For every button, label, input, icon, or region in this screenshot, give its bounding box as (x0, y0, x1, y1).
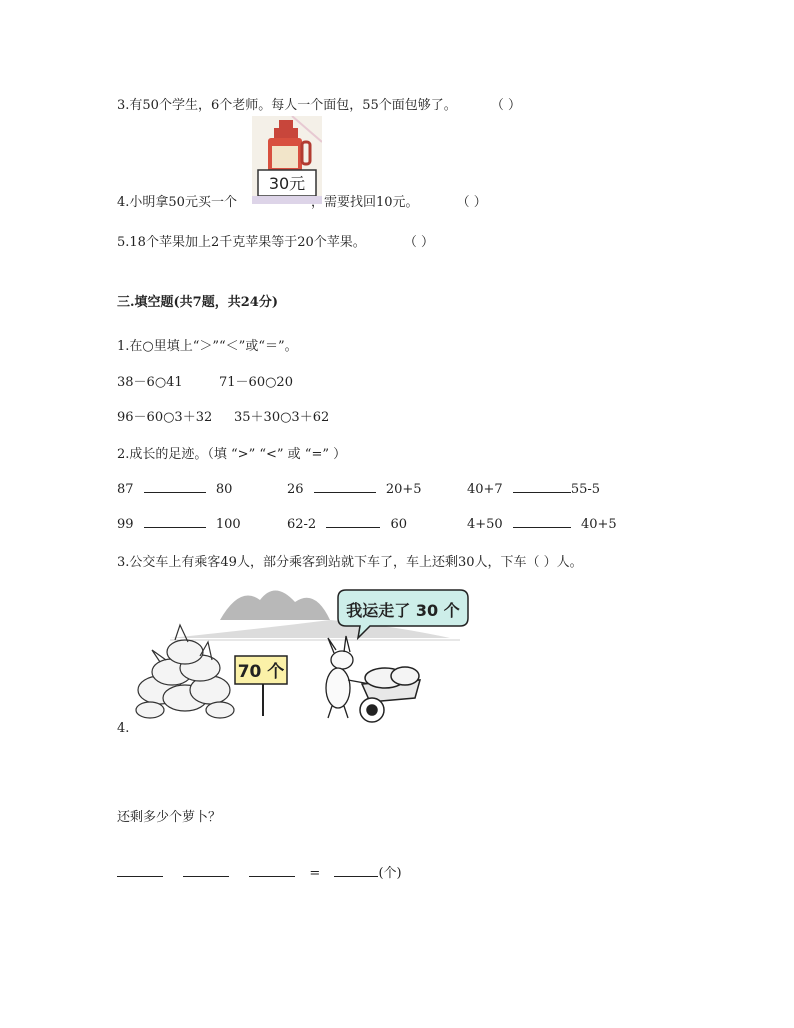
equation-blank[interactable] (249, 864, 295, 877)
equals-sign: = (309, 866, 321, 881)
fill-q1-item[interactable]: 35＋30○3＋62 (234, 410, 330, 425)
tf-q4-answer-paren[interactable]: （ ） (456, 195, 487, 210)
tf-q5-text: 5.18个苹果加上2千克苹果等于20个苹果。 (117, 235, 366, 250)
compare-item (287, 480, 422, 497)
unit-label: (个) (378, 866, 402, 881)
tf-q4-text-before: 4.小明拿50元买一个 (117, 195, 237, 210)
compare-left: 26 (287, 482, 304, 497)
compare-blank[interactable] (513, 515, 571, 528)
compare-item (117, 480, 232, 497)
fill-q4-number: 4. (117, 721, 130, 736)
compare-right: 80 (215, 482, 233, 497)
tf-question-5 (117, 231, 434, 250)
tf-question-4 (117, 191, 487, 210)
compare-right: 60 (390, 517, 408, 532)
fill-q3-text: 3.公交车上有乘客49人，部分乘客到站就下车了，车上还剩30人，下车（ ）人。 (117, 555, 583, 570)
compare-left: 87 (117, 482, 134, 497)
compare-item (467, 515, 617, 532)
sign-label: 70 个 (237, 662, 285, 682)
compare-left: 40+7 (467, 482, 503, 497)
compare-left: 62-2 (287, 517, 317, 532)
price-tag-text: 30元 (268, 174, 306, 193)
compare-blank[interactable] (144, 480, 206, 493)
fill-q1-item[interactable]: 71－60○20 (219, 375, 293, 390)
tf-q4-text-after: ，需要找回10元。 (310, 195, 419, 210)
radish-pile (136, 625, 234, 718)
compare-blank[interactable] (513, 480, 571, 493)
compare-blank[interactable] (144, 515, 206, 528)
tf-question-3 (117, 94, 521, 113)
radish-illustration (130, 580, 475, 730)
fill-q1-item[interactable]: 96－60○3＋32 (117, 410, 213, 425)
equation-blank[interactable] (117, 864, 163, 877)
compare-right: 100 (215, 517, 241, 532)
compare-right: 20+5 (385, 482, 422, 497)
compare-item (467, 480, 600, 497)
equation-blank[interactable] (183, 864, 229, 877)
speech-text: 我运走了 30 个 (346, 601, 460, 620)
fill-q4-equation (117, 862, 402, 881)
compare-right: 55-5 (570, 482, 601, 497)
mountain-shape (220, 590, 330, 620)
equation-answer-blank[interactable] (334, 864, 378, 877)
fill-q4-question: 还剩多少个萝卜？ (117, 810, 222, 825)
compare-blank[interactable] (314, 480, 376, 493)
tf-q3-answer-paren[interactable]: （ ） (490, 98, 522, 113)
cart-figure (360, 667, 420, 722)
radish-scene (130, 580, 475, 730)
fill-q2-prompt: 2.成长的足迹。（填 “>” “<” 或 “=” ） (117, 447, 347, 462)
compare-left: 99 (117, 517, 134, 532)
compare-blank[interactable] (326, 515, 380, 528)
compare-right: 40+5 (581, 517, 617, 532)
compare-item (117, 515, 241, 532)
fill-q1-prompt: 1.在○里填上“＞”“＜”或“＝”。 (117, 339, 298, 354)
tf-q5-answer-paren[interactable]: （ ） (403, 235, 435, 250)
section-3-heading: 三.填空题(共7题，共24分) (117, 295, 278, 310)
compare-left: 4+50 (467, 517, 503, 532)
compare-item (287, 515, 407, 532)
tf-q3-text: 3.有50个学生，6个老师。每人一个面包，55个面包够了。 (117, 98, 457, 113)
fill-q1-item[interactable]: 38－6○41 (117, 375, 183, 390)
